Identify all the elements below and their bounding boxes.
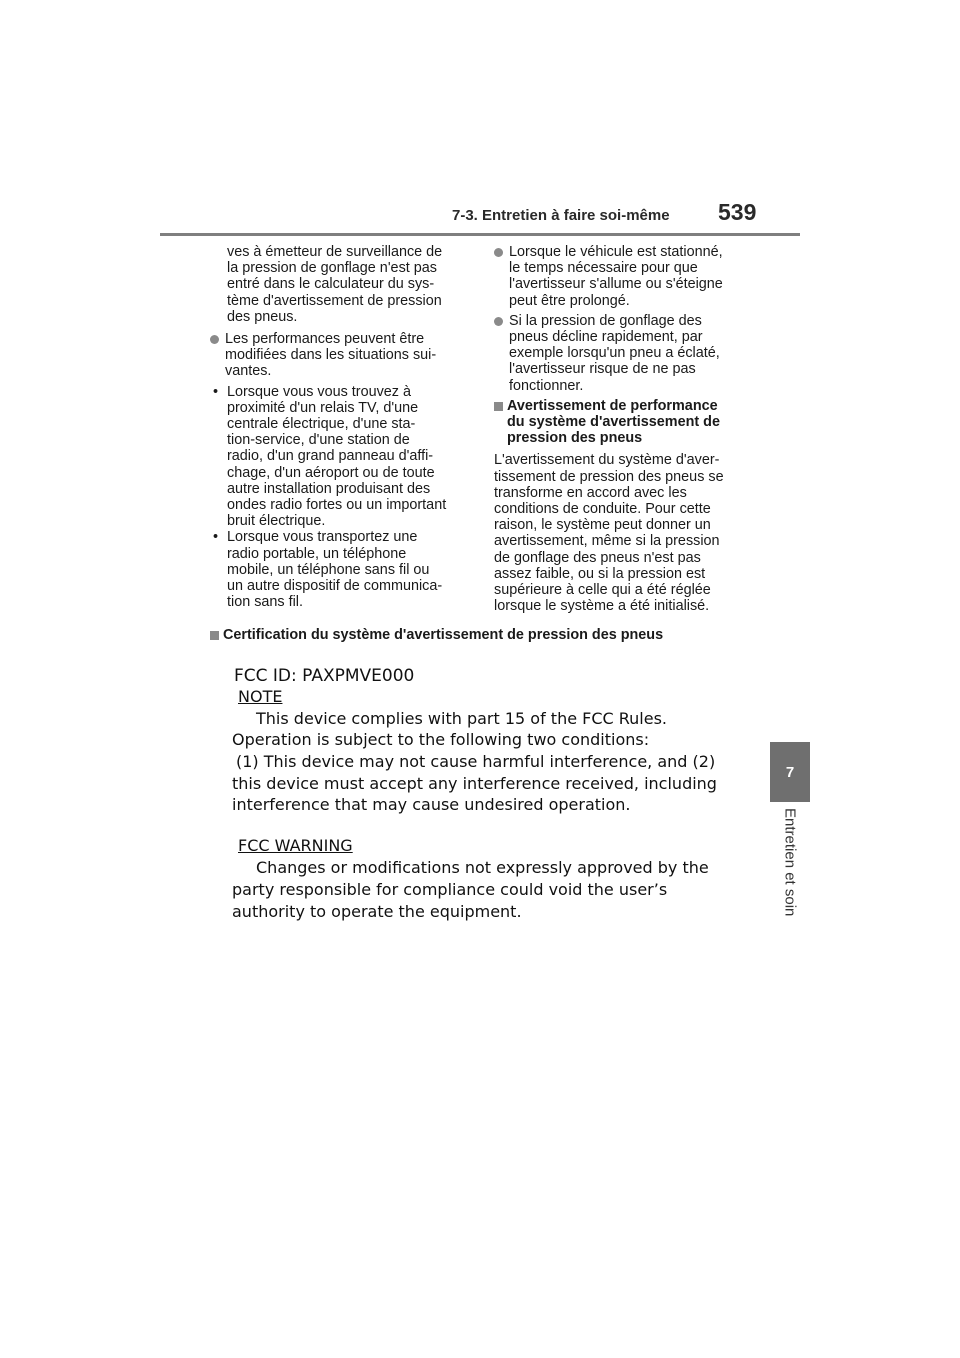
text-line: supérieure à celle qui a été réglée (494, 582, 711, 599)
text-line: raison, le système peut donner un (494, 517, 711, 534)
text-line: un autre dispositif de communica- (227, 578, 443, 595)
text-line: entré dans le calculateur du sys- (227, 276, 435, 293)
text-line: bruit électrique. (227, 513, 326, 530)
text-line: tème d'avertissement de pression (227, 292, 442, 309)
text-line: pneus décline rapidement, par (509, 329, 703, 346)
text-line: la pression de gonflage n'est pas (227, 260, 437, 277)
text-line: des pneus. (227, 308, 298, 325)
chapter-tab (770, 742, 810, 802)
text-line: de gonflage des pneus n'est pas (494, 549, 701, 566)
text-line: L'avertissement du système d'aver- (494, 452, 720, 469)
certification-heading-text: Certification du système d'avertissement de pression des pneus (223, 627, 664, 643)
section-title: 7-3. Entretien à faire soi-même (452, 207, 670, 224)
text-line: centrale électrique, d'une sta- (227, 416, 416, 433)
note-line: this device must accept any interference received, including (232, 774, 717, 793)
text-line: lorsque le système a été initialisé. (494, 598, 710, 615)
dash-item (210, 529, 472, 610)
note-line: (1) This device may not cause harmful interference, and (2) (236, 752, 716, 771)
chapter-number: 7 (785, 763, 795, 781)
note-line: This device complies with part 15 of the FCC Rules. (256, 709, 668, 728)
text-line: Lorsque le véhicule est stationné, (509, 244, 723, 260)
text-line: Si la pression de gonflage des (509, 312, 702, 329)
fcc-id: FCC ID: PAXPMVE000 (234, 666, 415, 686)
bullet-item (494, 313, 756, 394)
bullet-item (494, 244, 756, 309)
text-line: peut être prolongé. (509, 292, 630, 309)
text-line: conditions de conduite. Pour cette (494, 501, 711, 518)
text-line: modifiées dans les situations sui- (225, 347, 437, 364)
text-line: vantes. (225, 363, 272, 380)
text-line: mobile, un téléphone sans fil ou (227, 561, 430, 578)
warning-line: authority to operate the equipment. (232, 902, 522, 921)
text-line: l'avertisseur s'allume ou s'éteigne (509, 276, 723, 293)
certification-heading (210, 627, 783, 643)
text-line: ves à émetteur de surveillance de (227, 244, 443, 260)
intro-paragraph (210, 244, 472, 325)
page-number: 539 (718, 199, 757, 225)
text-line: Avertissement de performance (507, 397, 718, 414)
dash-bullet-icon: • (213, 383, 219, 400)
text-line: radio, d'un grand panneau d'affi- (227, 448, 434, 465)
text-line: fonctionner. (509, 377, 584, 394)
text-line: pression des pneus (507, 430, 643, 447)
text-line: tissement de pression des pneus se (494, 468, 724, 485)
text-line: l'avertisseur risque de ne pas (509, 361, 696, 378)
note-line: Operation is subject to the following two conditions: (232, 730, 650, 749)
square-bullet-icon (210, 631, 219, 640)
text-line: avertissement, même si la pression (494, 533, 720, 550)
bullet-item (210, 331, 472, 380)
square-bullet-icon (494, 402, 503, 411)
bullet-icon (494, 317, 503, 326)
note-title: NOTE (238, 687, 283, 706)
text-line: radio portable, un téléphone (227, 545, 407, 562)
chapter-side-label (772, 808, 808, 938)
bullet-icon (494, 248, 503, 257)
left-column (210, 244, 472, 610)
warning-line: party responsible for compliance could void the user’s (232, 880, 668, 899)
text-line: autre installation produisant des (227, 480, 431, 497)
bullet-icon (210, 335, 219, 344)
body-paragraph (494, 452, 756, 614)
chapter-title: Entretien et soin (781, 808, 799, 917)
header-divider (160, 233, 800, 236)
right-column (494, 244, 756, 620)
text-line: Lorsque vous transportez une (227, 529, 418, 546)
dash-item (210, 384, 472, 530)
warning-title: FCC WARNING (238, 836, 353, 855)
note-line: interference that may cause undesired operation. (232, 795, 631, 814)
text-line: proximité d'un relais TV, d'une (227, 399, 419, 416)
text-line: transforme en accord avec les (494, 484, 687, 501)
text-line: exemple lorsqu'un pneu a éclaté, (509, 345, 720, 362)
text-line: chage, d'un aéroport ou de toute (227, 464, 435, 481)
text-line: Lorsque vous vous trouvez à (227, 383, 411, 400)
text-line: tion-service, d'une station de (227, 432, 410, 449)
warning-line: Changes or modifications not expressly approved by the (256, 858, 709, 877)
text-line: tion sans fil. (227, 594, 303, 611)
text-line: assez faible, ou si la pression est (494, 565, 706, 582)
text-line: du système d'avertissement de (507, 414, 720, 431)
fcc-notice (226, 658, 746, 928)
text-line: le temps nécessaire pour que (509, 260, 698, 277)
subsection-heading (494, 398, 756, 447)
text-line: ondes radio fortes ou un important (227, 497, 447, 514)
text-line: Les performances peuvent être (225, 331, 425, 348)
dash-bullet-icon: • (213, 529, 219, 546)
